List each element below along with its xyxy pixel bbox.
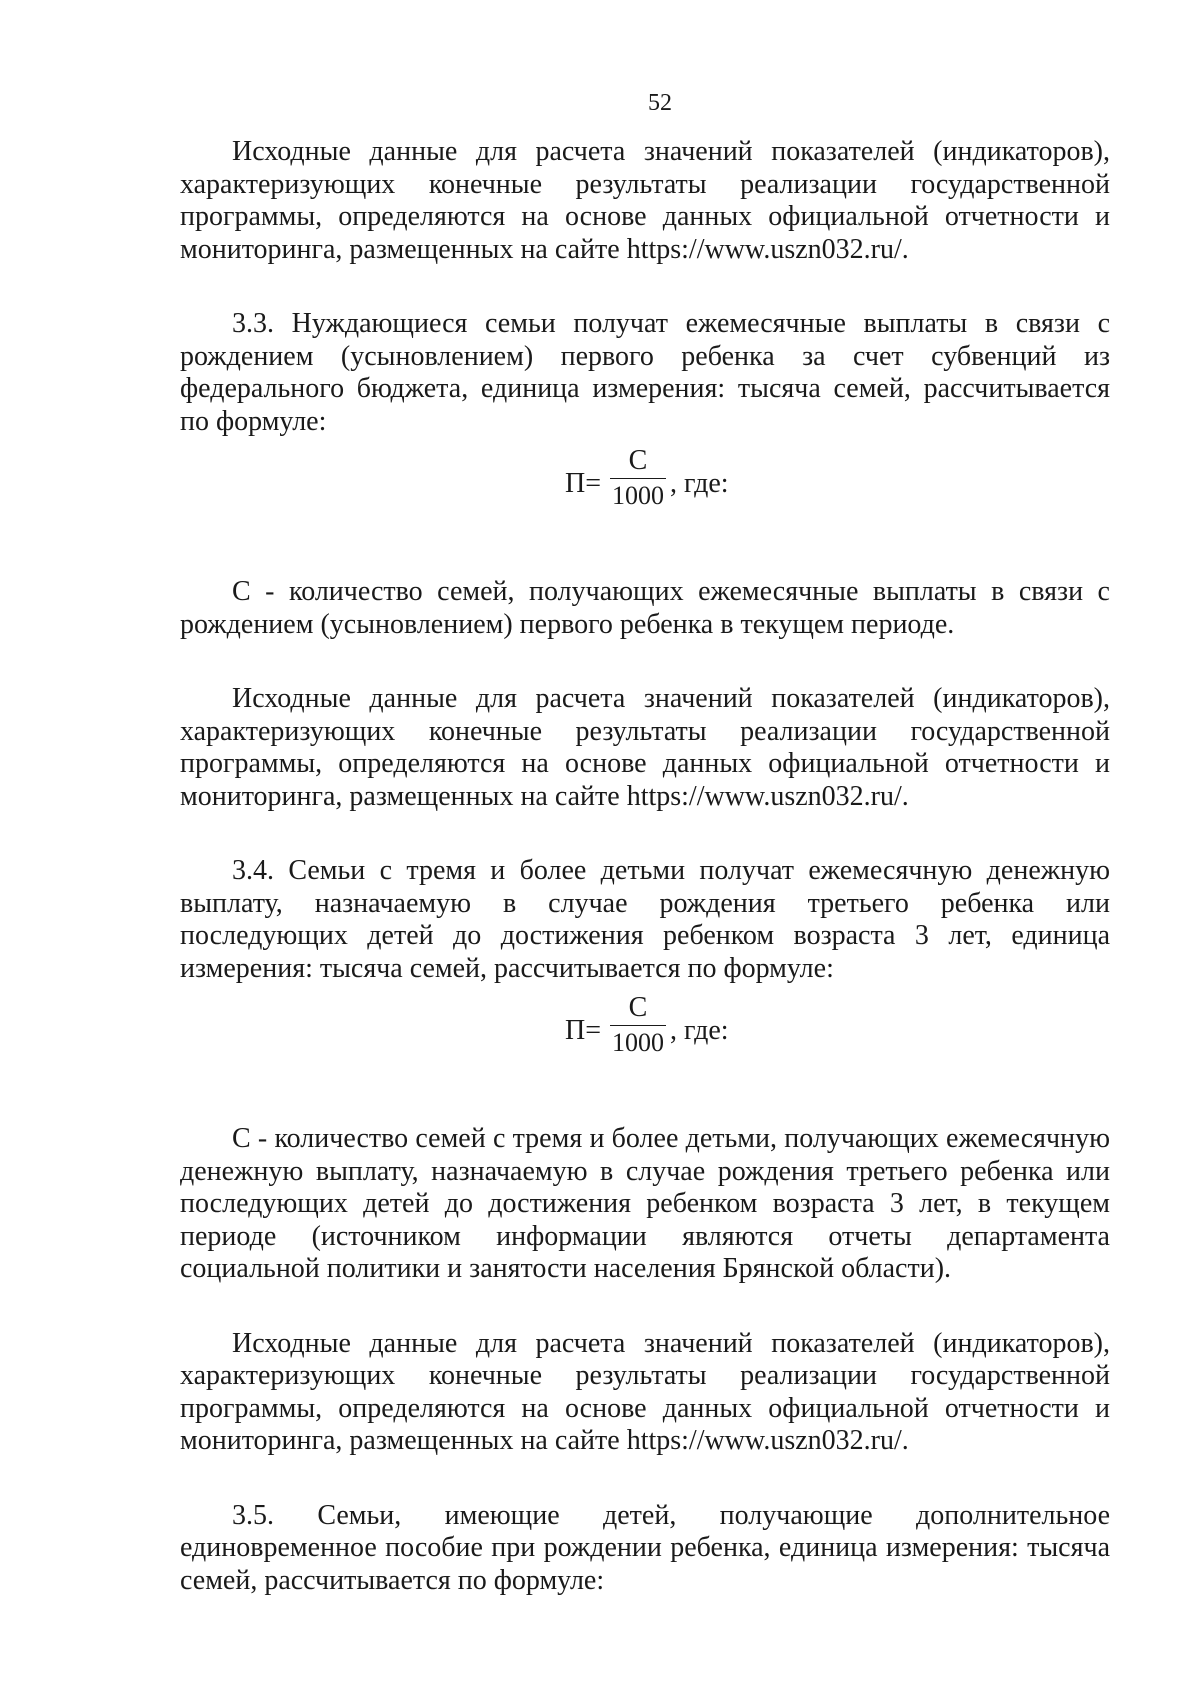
page-number: 52 xyxy=(648,90,672,116)
formula-lhs: П= xyxy=(565,1015,602,1046)
paragraph-source-data-1: Исходные данные для расчета значений показателей (индикаторов), характеризующих конечные результаты реализации государственной программы, определяются на основе данных официальной отчетности и мониторинга, размещенных на сайте https://www.uszn032.ru/. xyxy=(180,136,1110,265)
formula-suffix: , где: xyxy=(670,468,729,499)
formula-fraction xyxy=(610,993,666,1057)
formula-lhs: П= xyxy=(565,468,602,499)
formula-numerator: С xyxy=(628,445,648,476)
formula-3-3 xyxy=(180,438,1110,538)
formula-suffix: , где: xyxy=(670,1015,729,1046)
paragraph-source-data-2: Исходные данные для расчета значений показателей (индикаторов), характеризующих конечные результаты реализации государственной программы, определяются на основе данных официальной отчетности и мониторинга, размещенных на сайте https://www.uszn032.ru/. xyxy=(180,683,1110,812)
paragraph-3-4: 3.4. Семьи с тремя и более детьми получат ежемесячную денежную выплату, назначаемую в случае рождения третьего ребенка или последующих детей до достижения ребенком возраста 3 лет, единица измерения: тысяча семей, рассчитывается по формуле: xyxy=(180,855,1110,984)
document-body xyxy=(180,136,1110,1597)
fraction-bar xyxy=(610,1025,666,1026)
paragraph-source-data-3: Исходные данные для расчета значений показателей (индикаторов), характеризующих конечные результаты реализации государственной программы, определяются на основе данных официальной отчетности и мониторинга, размещенных на сайте https://www.uszn032.ru/. xyxy=(180,1327,1110,1456)
formula-denominator: 1000 xyxy=(612,1028,664,1057)
paragraph-definition-c-1: С - количество семей, получающих ежемесячные выплаты в связи с рождением (усыновлением) первого ребенка в текущем периоде. xyxy=(180,576,1110,640)
paragraph-3-5: 3.5. Семьи, имеющие детей, получающие дополнительное единовременное пособие при рождении ребенка, единица измерения: тысяча семей, рассчитывается по формуле: xyxy=(180,1499,1110,1596)
fraction-bar xyxy=(610,478,666,479)
paragraph-3-3: 3.3. Нуждающиеся семьи получат ежемесячные выплаты в связи с рождением (усыновлением) первого ребенка за счет субвенций из федерального бюджета, единица измерения: тысяча семей, рассчитывается по формуле: xyxy=(180,308,1110,437)
formula-3-4 xyxy=(180,985,1110,1085)
formula-denominator: 1000 xyxy=(612,481,664,510)
formula-fraction xyxy=(610,446,666,510)
paragraph-definition-c-2: С - количество семей с тремя и более детьми, получающих ежемесячную денежную выплату, назначаемую в случае рождения третьего ребенка или последующих детей до достижения ребенком возраста 3 лет, в текущем периоде (источником информации являются отчеты департамента социальной политики и занятости населения Брянской области). xyxy=(180,1123,1110,1284)
formula-numerator: С xyxy=(628,992,648,1023)
